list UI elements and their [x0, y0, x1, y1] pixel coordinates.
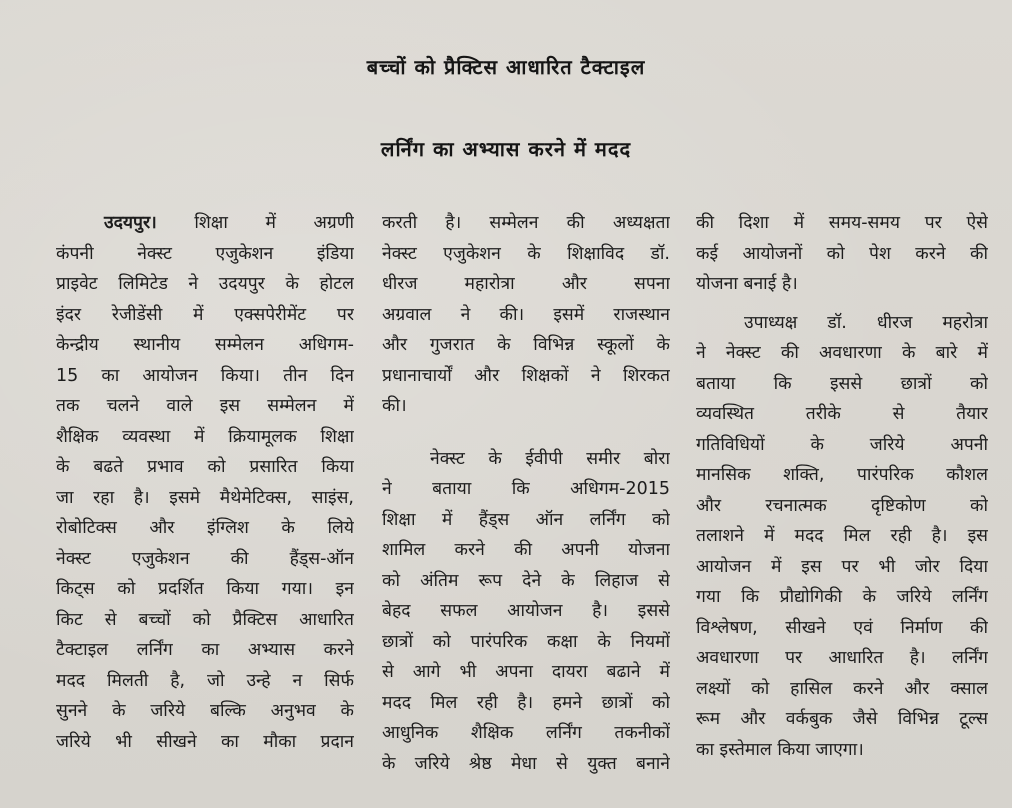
article-line: धीरज महारोत्रा और सपना — [382, 274, 670, 294]
article-line: और गुजरात के विभिन्न स्कूलों के — [382, 335, 670, 355]
article-line: छात्रों को पारंपरिक कक्षा के नियमों — [382, 631, 670, 652]
headline-line-1: बच्चों को प्रैक्टिस आधारित टैक्टाइल — [366, 55, 646, 79]
article-line: नेक्स्ट एजुकेशन के शिक्षाविद डॉ. — [382, 243, 670, 264]
article-column-1 — [56, 208, 354, 757]
article-line: केन्द्रीय स्थानीय सम्मेलन अधिगम- — [56, 335, 354, 355]
article-line: 15 का आयोजन किया। तीन दिन — [56, 365, 354, 386]
article-line: करती है। सम्मेलन की अध्यक्षता — [382, 213, 670, 233]
paragraph-gap — [382, 422, 670, 444]
article-line: की। — [382, 396, 407, 416]
article-line: से आगे भी अपना दायरा बढाने में — [382, 662, 670, 682]
article-line: ने बताया कि अधिगम-2015 — [382, 479, 670, 499]
article-line: टैक्टाइल लर्निंग का अभ्यास करने — [56, 640, 354, 660]
article-line: शैक्षिक व्यवस्था में क्रियामूलक शिक्षा — [56, 426, 354, 447]
article-line: तलाशने में मदद मिल रही है। इस — [696, 526, 988, 546]
article-line: आधुनिक शैक्षिक लर्निंग तकनीकों — [382, 723, 670, 743]
article-line: बेहद सफल आयोजन है। इससे — [382, 601, 670, 621]
article-line: कंपनी नेक्स्ट एजुकेशन इंडिया — [56, 243, 354, 264]
article-line: तक चलने वाले इस सम्मेलन में — [56, 396, 354, 416]
article-line: शिक्षा में हैंड्स ऑन लर्निंग को — [382, 509, 670, 530]
article-line: गतिविधियों के जरिये अपनी — [696, 434, 988, 455]
article-line: नेक्स्ट एजुकेशन की हैंड्स-ऑन — [56, 548, 354, 569]
article-line: कई आयोजनों को पेश करने की — [696, 243, 988, 264]
article-line: योजना बनाई है। — [696, 274, 798, 294]
article-line: के बढते प्रभाव को प्रसारित किया — [56, 457, 354, 477]
article-column-2 — [382, 208, 670, 779]
article-column-3 — [696, 208, 988, 765]
article-line: मानसिक शक्ति, पारंपरिक कौशल — [696, 465, 988, 485]
article-line: आयोजन में इस पर भी जोर दिया — [696, 556, 988, 577]
headline-line-2: लर्निंग का अभ्यास करने में मदद — [380, 137, 632, 161]
article-line: के जरिये श्रेष्ठ मेधा से युक्त बनाने — [382, 753, 670, 774]
dateline: उदयपुर। — [104, 213, 157, 233]
article-line: प्राइवेट लिमिटेड ने उदयपुर के होटल — [56, 274, 354, 294]
article-line: को अंतिम रूप देने के लिहाज से — [382, 570, 670, 591]
article-line: उदयपुर। शिक्षा में अग्रणी — [104, 213, 354, 233]
article-line: इंदर रेजीडेंसी में एक्सपेरीमेंट पर — [56, 304, 354, 325]
article-line: सुनने के जरिये बल्कि अनुभव के — [56, 701, 354, 721]
article-line: प्रधानाचार्यों और शिक्षकों ने शिरकत — [382, 365, 670, 386]
article-line: जरिये भी सीखने का मौका प्रदान — [56, 731, 354, 752]
article-line: रूम और वर्कबुक जैसे विभिन्न टूल्स — [696, 709, 988, 729]
article-line: किट से बच्चों को प्रैक्टिस आधारित — [56, 609, 354, 630]
article-line: किट्स को प्रदर्शित किया गया। इन — [56, 579, 354, 599]
article-line: मदद मिलती है, जो उन्हे न सिर्फ — [56, 670, 354, 691]
paragraph-gap — [696, 300, 988, 308]
article-line: मदद मिल रही है। हमने छात्रों को — [382, 692, 670, 713]
article-line: जा रहा है। इसमे मैथेमेटिक्स, साइंस, — [56, 487, 354, 508]
article-line: ने नेक्स्ट की अवधारणा के बारे में — [696, 343, 988, 363]
article-line: लक्ष्यों को हासिल करने और क्साल — [696, 678, 988, 699]
article-line: का इस्तेमाल किया जाएगा। — [696, 739, 864, 760]
article-line: बताया कि इससे छात्रों को — [696, 373, 988, 394]
article-line: नेक्स्ट के ईवीपी समीर बोरा — [430, 448, 670, 469]
article-line: अग्रवाल ने की। इसमें राजस्थान — [382, 304, 670, 325]
article-line: की दिशा में समय-समय पर ऐसे — [696, 213, 988, 233]
article-line: गया कि प्रौद्योगिकी के जरिये लर्निंग — [696, 587, 988, 607]
article-line: उपाध्यक्ष डॉ. धीरज महरोत्रा — [744, 312, 988, 333]
article-line: और रचनात्मक दृष्टिकोण को — [696, 495, 988, 516]
article-line: विश्लेषण, सीखने एवं निर्माण की — [696, 617, 988, 638]
article-line: व्यवस्थित तरीके से तैयार — [696, 404, 988, 424]
article-line: अवधारणा पर आधारित है। लर्निंग — [696, 648, 988, 668]
article-line: रोबोटिक्स और इंग्लिश के लिये — [56, 518, 354, 538]
article-line: शामिल करने की अपनी योजना — [382, 540, 670, 560]
